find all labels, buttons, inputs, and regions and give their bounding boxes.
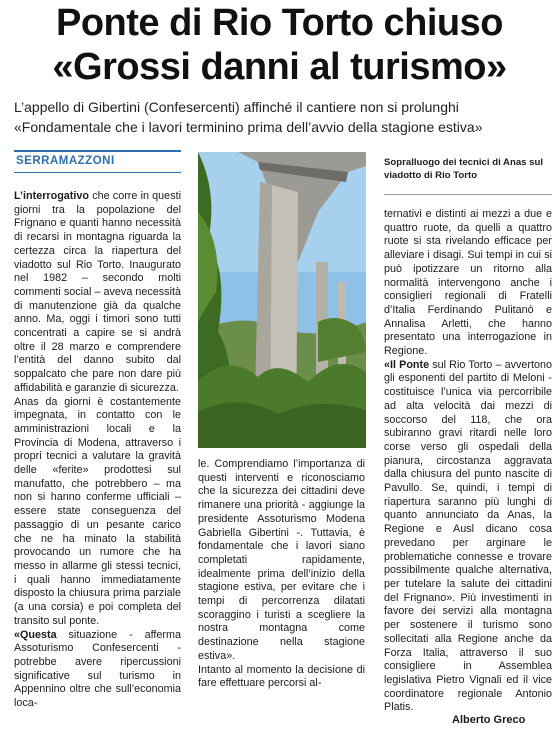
subhead-line-2: «Fondamentale che i lavori terminino prima dell’avvio della stagione estiva» <box>14 119 483 135</box>
article-column-1 <box>14 190 181 711</box>
article-column-3 <box>384 208 552 715</box>
viaduct-photo <box>198 152 366 448</box>
photo-caption: Sopralluogo dei tecnici di Anas sul viadotto di Rio Torto <box>384 157 544 181</box>
lead-word: «Questa <box>14 628 57 641</box>
lead-word: L’interrogativo <box>14 190 89 202</box>
paragraph: situazione - afferma Assoturismo Confesercenti - potrebbe avere ripercussioni significative sul turismo in Appennino oltre che sull’economia loca- <box>14 628 181 710</box>
paragraph: che corre in questi giorni tra la popolazione del Frignano e quanti hanno necessità di recarsi in montagna riguarda la certezza circa la riapertura del viadotto sul Rio Torto. Inaugurato nel 1982 – secondo molti commenti social – aveva necessità di manutenzione già da qualche anno. Ma, oggi i timori sono tutti concentrati a capire se si andrà oltre il 28 marzo e comprendere l’entità del danno subito dal soppalcato che pare non dare più affidabilità e garanzie di sicurezza. <box>14 190 181 394</box>
paragraph: Anas da giorni è costantemente impegnata, in contatto con le amministrazioni locali e la Provincia di Modena, attraverso i propri tecnici a valutare la gravità delle «ferite» prodottesi sul manufatto, che potrebbero – ma non si hanno conferme ufficiali – essere state conseguenza del passaggio di un pesante carico che ne ha minato la stabilità provocando un rumore che ha messo in allarme gli stessi tecnici, i quali hanno immediatamente disposto la chiusura prima parziale (a una corsia) e poi completa del transito sul ponte. <box>14 395 181 627</box>
paragraph: le. Comprendiamo l’importanza di questi interventi e riconosciamo che la sicurezza dei cittadini deve rimanere una priorità - aggiunge la presidente Assoturismo Modena Gabriella Gibertini -. Tuttavia, è fondamentale che i lavori siano completati rapidamente, idealmente prima dell’inizio della stagione estiva, per evitare che i tempi di percorrenza dilatati scoraggino i turisti a scegliere la nostra montagna come destinazione nella stagione estiva». <box>198 458 365 662</box>
byline: Alberto Greco <box>452 714 526 726</box>
article-column-2 <box>198 458 365 691</box>
paragraph: sul Rio Torto – avvertono gli esponenti del partito di Meloni - costituisce l’unica via percorribile ad alta velocità dai mezzi di soccorso del 118, che ora subiranno gravi ritardi nelle loro corse verso gli ospedali della pianura, circostanza aggravata dalla chiusura del punto nascite di Pavullo. Se, quindi, i tempi di riapertura saranno più lunghi di quanto annunciato da Anas, la Regione e Ausl dicano cosa prevedano per arginare le problematiche connesse e trovare possibilmente qualche alternativa, per tutelare la salute dei cittadini del Frignano». Più investimenti in favore dei servizi alla montagna per sostenere il turismo sono sollecitati alla Regione anche da Forza Italia, attraverso il suo consigliere in Assemblea legislativa Pietro Vignali ed il vice coordinatore regionale Antonio Platis. <box>384 358 552 714</box>
paragraph: Intanto al momento la decisione di fare effettuare percorsi al- <box>198 663 365 690</box>
caption-rule <box>384 194 552 195</box>
kicker-rule <box>14 150 181 152</box>
subhead-line-1: L’appello di Gibertini (Confesercenti) affinché il cantiere non si prolunghi <box>14 99 459 115</box>
headline-line-2: «Grossi danni al turismo» <box>52 46 507 88</box>
paragraph: ternativi e distinti ai mezzi a due e quattro ruote, da quelli a quattro ruote si sta rivelando efficace per alleviare i disagi. Sui tempi in cui si può ipotizzare un ritorno alla normalità intervengono anche i consiglieri regionali di Fratelli d’Italia Ferdinando Pulitanò e Annalisa Arletti, che hanno presentato una interrogazione in Regione. <box>384 208 552 358</box>
lead-word: «Il Ponte <box>384 358 430 371</box>
headline-line-1: Ponte di Rio Torto chiuso <box>56 2 503 44</box>
kicker-underline <box>14 172 181 173</box>
section-kicker: SERRAMAZZONI <box>16 155 115 167</box>
